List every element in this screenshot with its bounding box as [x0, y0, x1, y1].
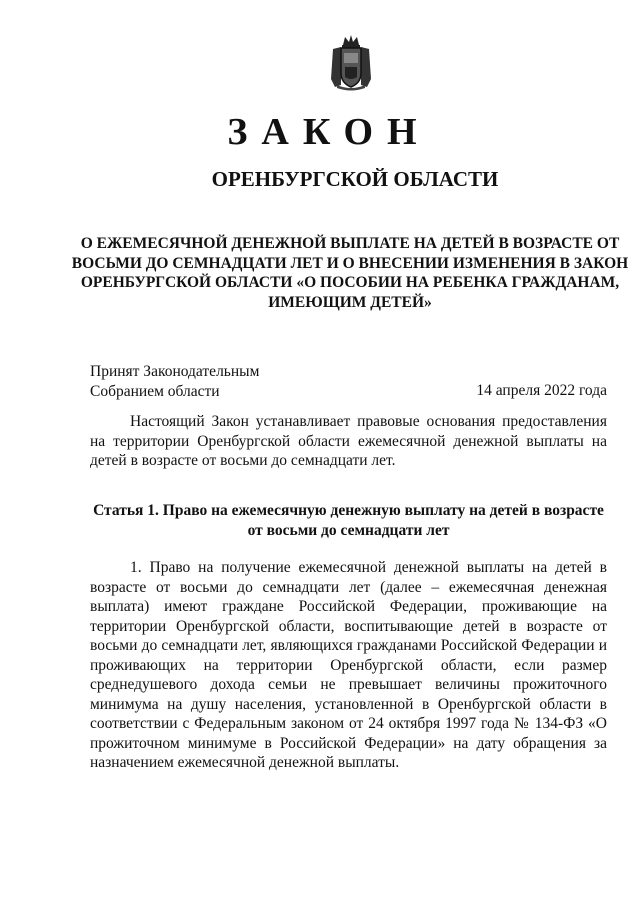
- adoption-line-2: Собранием области: [90, 382, 220, 400]
- intro-paragraph: Настоящий Закон устанавливает правовые основания предоставления на территории Оренбургской области ежемесячной денежной выплаты на детей в возрасте от восьми до семнадцати лет.: [90, 413, 607, 469]
- adoption-date: 14 апреля 2022 года: [476, 382, 607, 399]
- law-title: ЗАКОН: [227, 111, 431, 153]
- adoption-line-1: Принят Законодательным: [90, 363, 260, 380]
- law-name: О ЕЖЕМЕСЯЧНОЙ ДЕНЕЖНОЙ ВЫПЛАТЕ НА ДЕТЕЙ В ВОЗРАСТЕ ОТ ВОСЬМИ ДО СЕМНАДЦАТИ ЛЕТ И О ВНЕСЕНИИ ИЗМЕНЕНИЯ В ЗАКОН ОРЕНБУРГСКОЙ ОБЛАСТИ «О ПОСОБИИ НА РЕБЕНКА ГРАЖДАНАМ, ИМЕЮЩИМ ДЕТЕЙ»: [71, 235, 629, 311]
- coat-of-arms-icon: [327, 33, 375, 91]
- adoption-body: [90, 362, 259, 401]
- article-1-title: Статья 1. Право на ежемесячную денежную выплату на детей в возрасте от восьми до семнадцати лет: [93, 502, 604, 539]
- region-name: ОРЕНБУРГСКОЙ ОБЛАСТИ: [211, 167, 499, 191]
- article-1-paragraph-1: 1. Право на получение ежемесячной денежной выплаты на детей в возрасте от восьми до семнадцати лет (далее – ежемесячная денежная выплата) имеют граждане Российской Федерации, проживающие на территории Оренбургской области, воспитывающие детей в возрасте от восьми до семнадцати лет, являющихся гражданами Российской Федерации и проживающих на территории Оренбургской области, если размер среднедушевого дохода семьи не превышает величины прожиточного минимума на душу населения, установленной в Оренбургской области в соответствии с Федеральным законом от 24 октября 1997 года № 134-ФЗ «О прожиточном минимуме в Российской Федерации» на дату обращения за назначением ежемесячной денежной выплаты.: [90, 559, 607, 771]
